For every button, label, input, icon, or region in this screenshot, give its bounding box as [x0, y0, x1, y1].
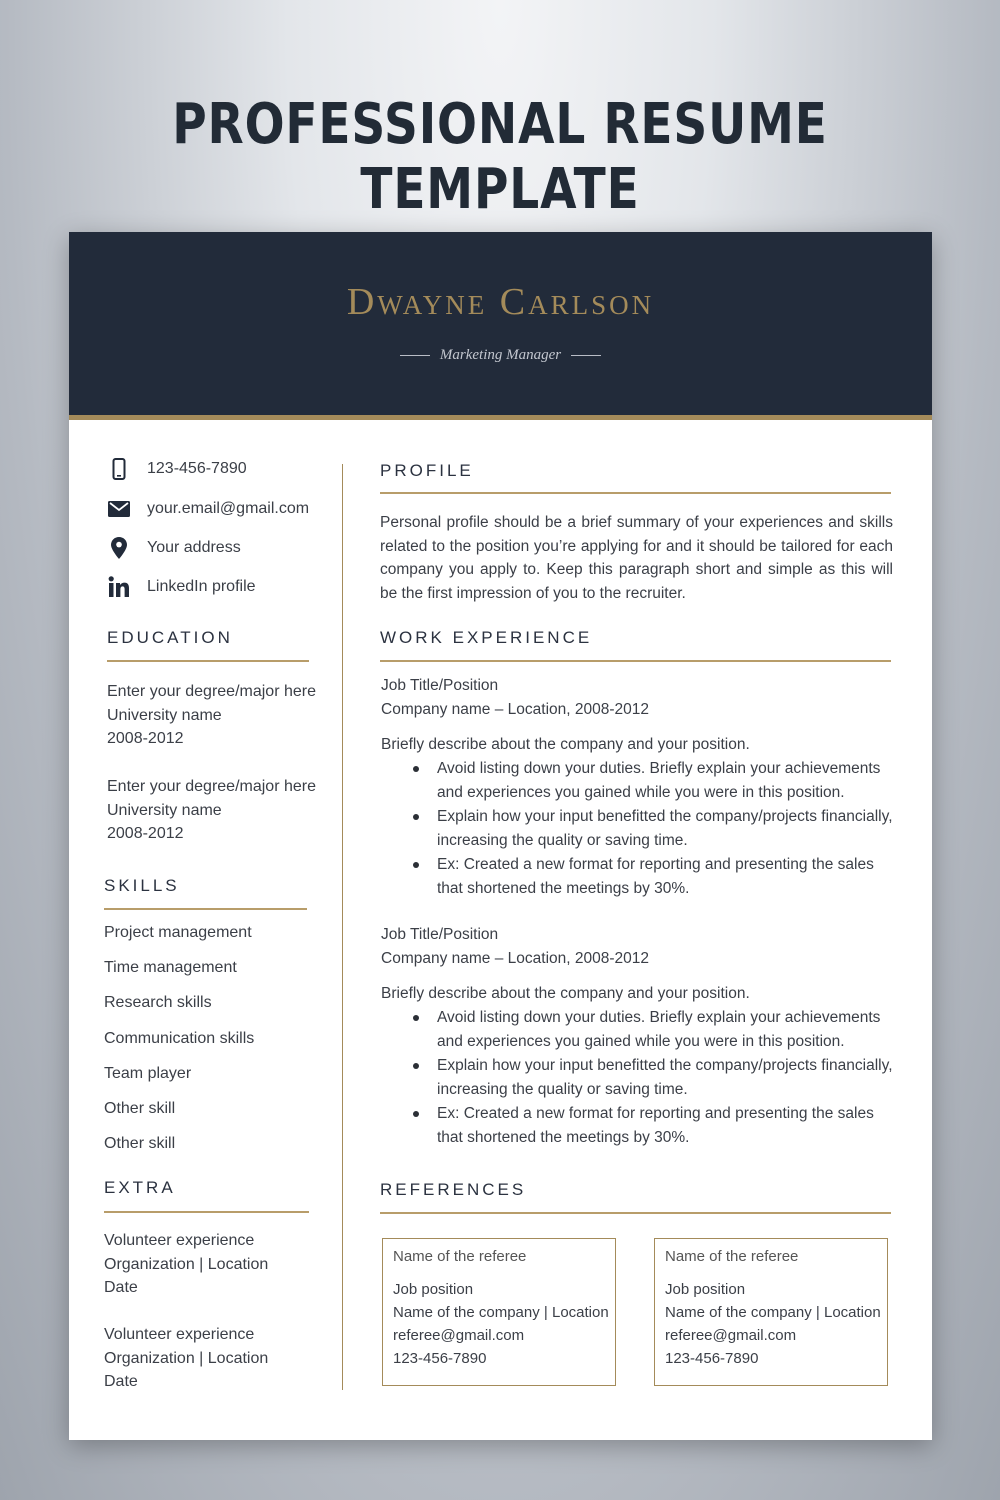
- referee-email: referee@gmail.com: [393, 1327, 525, 1344]
- education-degree: Enter your degree/major here: [107, 683, 316, 700]
- referee-phone: 123-456-7890: [665, 1350, 759, 1367]
- job-bullet: Explain how your input benefitted the company/projects financially, increasing the quality or saving time.: [437, 805, 893, 853]
- work-title: WORK EXPERIENCE: [380, 628, 593, 647]
- education-item: [107, 775, 316, 846]
- referee-company: Name of the company | Location: [665, 1304, 881, 1321]
- mail-icon: [107, 498, 131, 520]
- skill-item: Communication skills: [104, 1030, 255, 1047]
- education-title: EDUCATION: [107, 628, 233, 647]
- skills-title: SKILLS: [104, 876, 180, 895]
- referee-name: Name of the referee: [393, 1248, 527, 1265]
- candidate-name: Dwayne Carlson: [346, 281, 655, 323]
- job-company: Company name – Location, 2008-2012: [381, 701, 649, 718]
- contact-phone: [107, 458, 247, 480]
- reference-card: [382, 1238, 616, 1386]
- contact-address-text: Your address: [147, 539, 241, 556]
- contact-email: [107, 498, 309, 520]
- extra-title: EXTRA: [104, 1178, 176, 1197]
- job-title: Job Title/Position: [381, 926, 499, 943]
- skill-item: Team player: [104, 1065, 192, 1082]
- job-bullets: [381, 757, 893, 901]
- job-entry: [381, 674, 893, 901]
- profile-title: PROFILE: [380, 461, 474, 480]
- resume-sheet: [69, 232, 932, 1440]
- extra-line: Organization | Location: [104, 1255, 269, 1273]
- referee-position: Job position: [393, 1281, 474, 1298]
- skills-rule: [104, 908, 307, 910]
- education-rule: [107, 660, 309, 662]
- job-bullet: Avoid listing down your duties. Briefly explain your achievements and experiences you gained while you were in this position.: [437, 1006, 893, 1054]
- job-bullet: Ex: Created a new format for reporting and presenting the sales that shortened the meetings by 30%.: [437, 853, 893, 901]
- job-description: Briefly describe about the company and your position.: [381, 736, 750, 753]
- contact-linkedin-text: LinkedIn profile: [147, 578, 256, 595]
- references-title: REFERENCES: [380, 1180, 527, 1199]
- job-title: Job Title/Position: [381, 677, 499, 694]
- contact-email-text: your.email@gmail.com: [147, 500, 310, 517]
- banner-title: PROFESSIONAL RESUME TEMPLATE: [172, 92, 828, 222]
- referee-email: referee@gmail.com: [665, 1327, 797, 1344]
- contact-phone-text: 123-456-7890: [147, 460, 247, 477]
- job-entry: [381, 923, 893, 1150]
- column-divider: [342, 464, 343, 1390]
- referee-phone: 123-456-7890: [393, 1350, 487, 1367]
- extra-line: Date: [104, 1279, 138, 1296]
- job-bullet: Ex: Created a new format for reporting and presenting the sales that shortened the meetings by 30%.: [437, 1102, 893, 1150]
- extra-item: [104, 1323, 268, 1394]
- referee-name: Name of the referee: [665, 1248, 799, 1265]
- education-years: 2008-2012: [107, 825, 184, 842]
- job-bullet: Avoid listing down your duties. Briefly explain your achievements and experiences you gained while you were in this position.: [437, 757, 893, 805]
- location-pin-icon: [107, 537, 131, 559]
- extra-line: Volunteer experience: [104, 1326, 255, 1343]
- skill-item: Research skills: [104, 994, 212, 1011]
- references-rule: [380, 1212, 891, 1214]
- profile-text: Personal profile should be a brief summary of your experiences and skills related to the position you’re applying for and it should be tailored for each company you apply to. Keep this paragraph short and simple as this will be the first impression of you to the recruiter.: [380, 514, 893, 603]
- job-company: Company name – Location, 2008-2012: [381, 950, 649, 967]
- reference-card: [654, 1238, 888, 1386]
- job-bullet: Explain how your input benefitted the company/projects financially, increasing the quality or saving time.: [437, 1054, 893, 1102]
- candidate-role: Marketing Manager: [439, 347, 562, 363]
- contact-address: [107, 537, 241, 559]
- referee-position: Job position: [665, 1281, 746, 1298]
- job-description: Briefly describe about the company and your position.: [381, 985, 750, 1002]
- extra-line: Volunteer experience: [104, 1232, 255, 1249]
- referee-company: Name of the company | Location: [393, 1304, 609, 1321]
- role-line-left: [400, 355, 430, 356]
- role-row: [69, 347, 932, 364]
- education-school: University name: [107, 706, 222, 724]
- linkedin-icon: [107, 576, 131, 598]
- contact-linkedin: [107, 576, 256, 598]
- extra-line: Organization | Location: [104, 1349, 269, 1367]
- education-school: University name: [107, 801, 222, 819]
- extra-rule: [104, 1211, 309, 1213]
- skill-item: Time management: [104, 959, 237, 976]
- role-line-right: [571, 355, 601, 356]
- skill-item: Project management: [104, 924, 252, 941]
- resume-header: [69, 232, 932, 420]
- skill-item: Other skill: [104, 1135, 176, 1152]
- education-item: [107, 680, 316, 751]
- profile-rule: [380, 492, 891, 494]
- work-rule: [380, 660, 891, 662]
- extra-line: Date: [104, 1373, 138, 1390]
- phone-icon: [107, 458, 131, 480]
- job-bullets: [381, 1006, 893, 1150]
- education-degree: Enter your degree/major here: [107, 778, 316, 795]
- education-years: 2008-2012: [107, 730, 184, 747]
- skill-item: Other skill: [104, 1100, 176, 1117]
- extra-item: [104, 1229, 268, 1300]
